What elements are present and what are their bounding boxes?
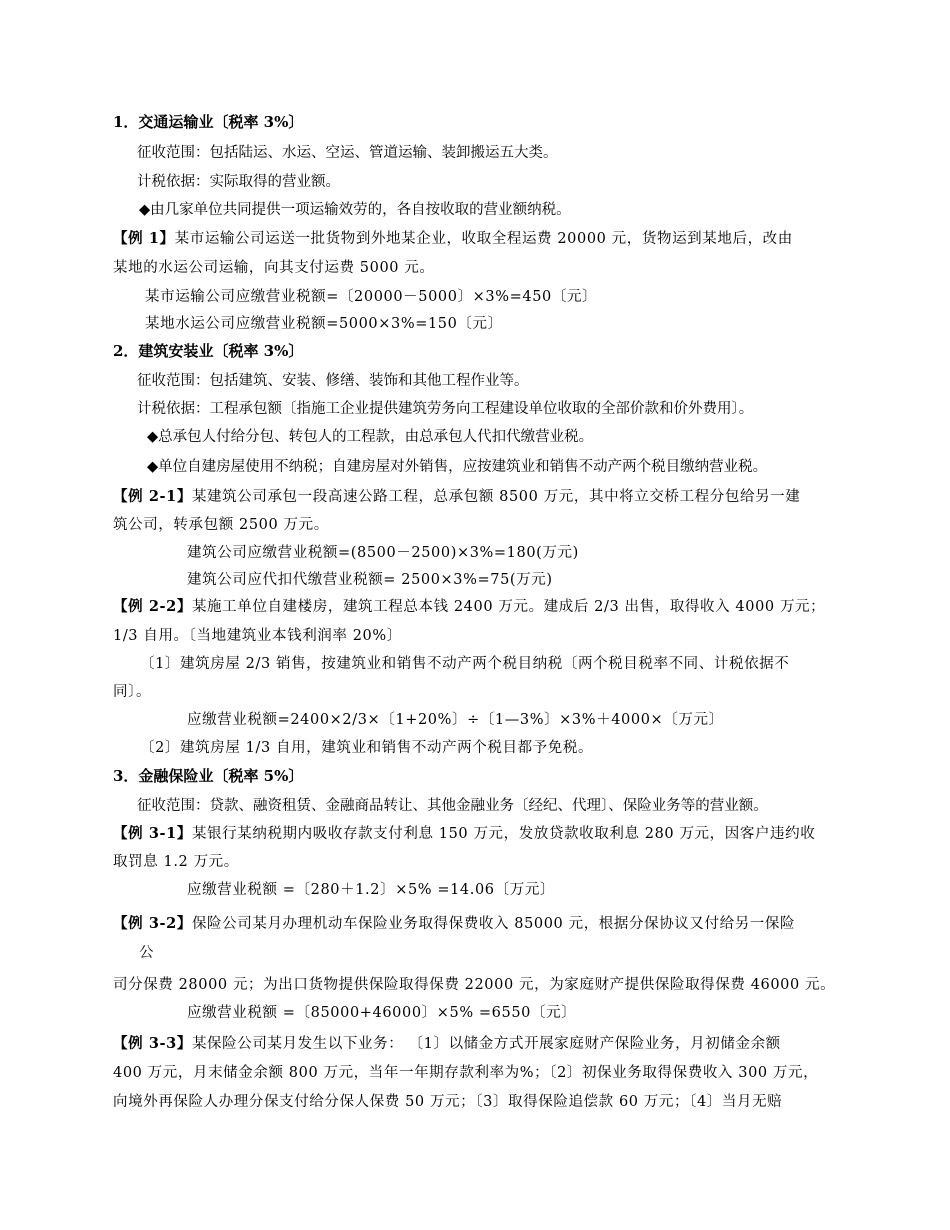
example-1-calc-1: 某市运输公司应缴营业税额=〔20000－5000〕×3%=450〔元〕: [145, 289, 598, 305]
example-1-line-2: 某地的水运公司运输，向其支付运费 5000 元。: [113, 260, 435, 276]
example-2-1-line-2: 筑公司，转承包额 2500 万元。: [113, 517, 329, 533]
example-2-2-sub-1: 〔1〕建筑房屋 2/3 销售，按建筑业和销售不动产两个税目纳税〔两个税目税率不同、计税依据不: [140, 656, 790, 672]
example-2-2-sub-2: 〔2〕建筑房屋 1/3 自用，建筑业和销售不动产两个税目都予免税。: [140, 740, 594, 756]
example-3-1-tag: 【例 3-1】: [113, 825, 192, 842]
example-3-2-line-1: 【例 3-2】保险公司某月办理机动车保险业务取得保费收入 85000 元，根据分保协议又付给另一保险: [113, 915, 796, 932]
section-2-bullet-1: ◆总承包人付给分包、转包人的工程款，由总承包人代扣代缴营业税。: [147, 429, 594, 445]
example-3-3-line-1: 【例 3-3】某保险公司某月发生以下业务： 〔1〕以储金方式开展家庭财产保险业务，月初储金余额: [113, 1035, 781, 1052]
example-2-2-tag: 【例 2-2】: [113, 598, 192, 615]
example-3-2-calc: 应缴营业税额 =〔85000+46000〕×5% =6550〔元〕: [187, 1005, 577, 1021]
example-1-calc-2: 某地水运公司应缴营业税额=5000×3%=150〔元〕: [145, 316, 503, 332]
example-3-2-line-3: 司分保费 28000 元；为出口货物提供保险取得保费 22000 元，为家庭财产提供保险取得保费 46000 元。: [113, 977, 836, 993]
example-2-1-calc-1: 建筑公司应缴营业税额=(8500－2500)×3%=180(万元): [187, 545, 579, 561]
example-2-1-calc-2: 建筑公司应代扣代缴营业税额= 2500×3%=75(万元): [187, 572, 553, 588]
example-1-line-1: 【例 1】某市运输公司运送一批货物到外地某企业，收取全程运费 20000 元，货物运到某地后，改由: [113, 230, 793, 247]
example-1-tag: 【例 1】: [113, 230, 175, 247]
section-2-heading: 2．建筑安装业〔税率 3%〕: [113, 342, 304, 360]
section-1-scope: 征收范围：包括陆运、水运、空运、管道运输、装卸搬运五大类。: [137, 145, 558, 161]
example-2-2-calc: 应缴营业税额=2400×2/3×〔1+20%〕÷〔1—3%〕×3%＋4000×〔万元〕: [187, 712, 724, 728]
section-1-bullet-1: ◆由几家单位共同提供一项运输效劳的，各自按收取的营业额纳税。: [139, 202, 571, 218]
example-3-2-tag: 【例 3-2】: [113, 915, 192, 932]
example-3-1-line-2: 取罚息 1.2 万元。: [113, 854, 239, 870]
section-1-basis: 计税依据：实际取得的营业额。: [137, 174, 340, 190]
section-2-scope: 征收范围：包括建筑、安装、修缮、装饰和其他工程作业等。: [137, 373, 529, 389]
example-3-3-tag: 【例 3-3】: [113, 1035, 192, 1052]
example-2-1-tag: 【例 2-1】: [113, 488, 192, 505]
example-3-1-calc: 应缴营业税额 =〔280＋1.2〕×5% =14.06〔万元〕: [187, 882, 556, 898]
example-2-1-line-1: 【例 2-1】某建筑公司承包一段高速公路工程，总承包额 8500 万元，其中将立交桥工程分包给另一建: [113, 488, 801, 505]
section-2-basis: 计税依据：工程承包额〔指施工企业提供建筑劳务向工程建设单位收取的全部价款和价外费用〕。: [137, 401, 754, 417]
example-3-3-line-3: 向境外再保险人办理分保支付给分保人保费 50 万元；〔3〕取得保险追偿款 60 万元；〔4〕当月无赔: [113, 1094, 783, 1110]
section-3-heading: 3．金融保险业〔税率 5%〕: [113, 767, 304, 785]
example-3-1-line-1: 【例 3-1】某银行某纳税期内吸收存款支付利息 150 万元，发放贷款收取利息 280 万元，因客户违约收: [113, 825, 816, 842]
example-3-3-line-2: 400 万元，月末储金余额 800 万元，当年一年期存款利率为%；〔2〕初保业务取得保费收入 300 万元，: [113, 1065, 819, 1081]
section-2-bullet-2: ◆单位自建房屋使用不纳税；自建房屋对外销售，应按建筑业和销售不动产两个税目缴纳营业税。: [147, 459, 768, 475]
example-2-2-line-1: 【例 2-2】某施工单位自建楼房，建筑工程总本钱 2400 万元。建成后 2/3 出售，取得收入 4000 万元；: [113, 598, 826, 615]
section-1-heading: 1．交通运输业〔税率 3%〕: [113, 113, 304, 131]
example-3-2-line-2: 公: [139, 945, 155, 961]
example-2-2-line-2: 1/3 自用。〔当地建筑业本钱利润率 20%〕: [113, 628, 402, 644]
section-3-scope: 征收范围：贷款、融资租赁、金融商品转让、其他金融业务〔经纪、代理〕、保险业务等的营业额。: [137, 798, 768, 814]
example-2-2-sub-1-cont: 同〕。: [113, 684, 152, 700]
